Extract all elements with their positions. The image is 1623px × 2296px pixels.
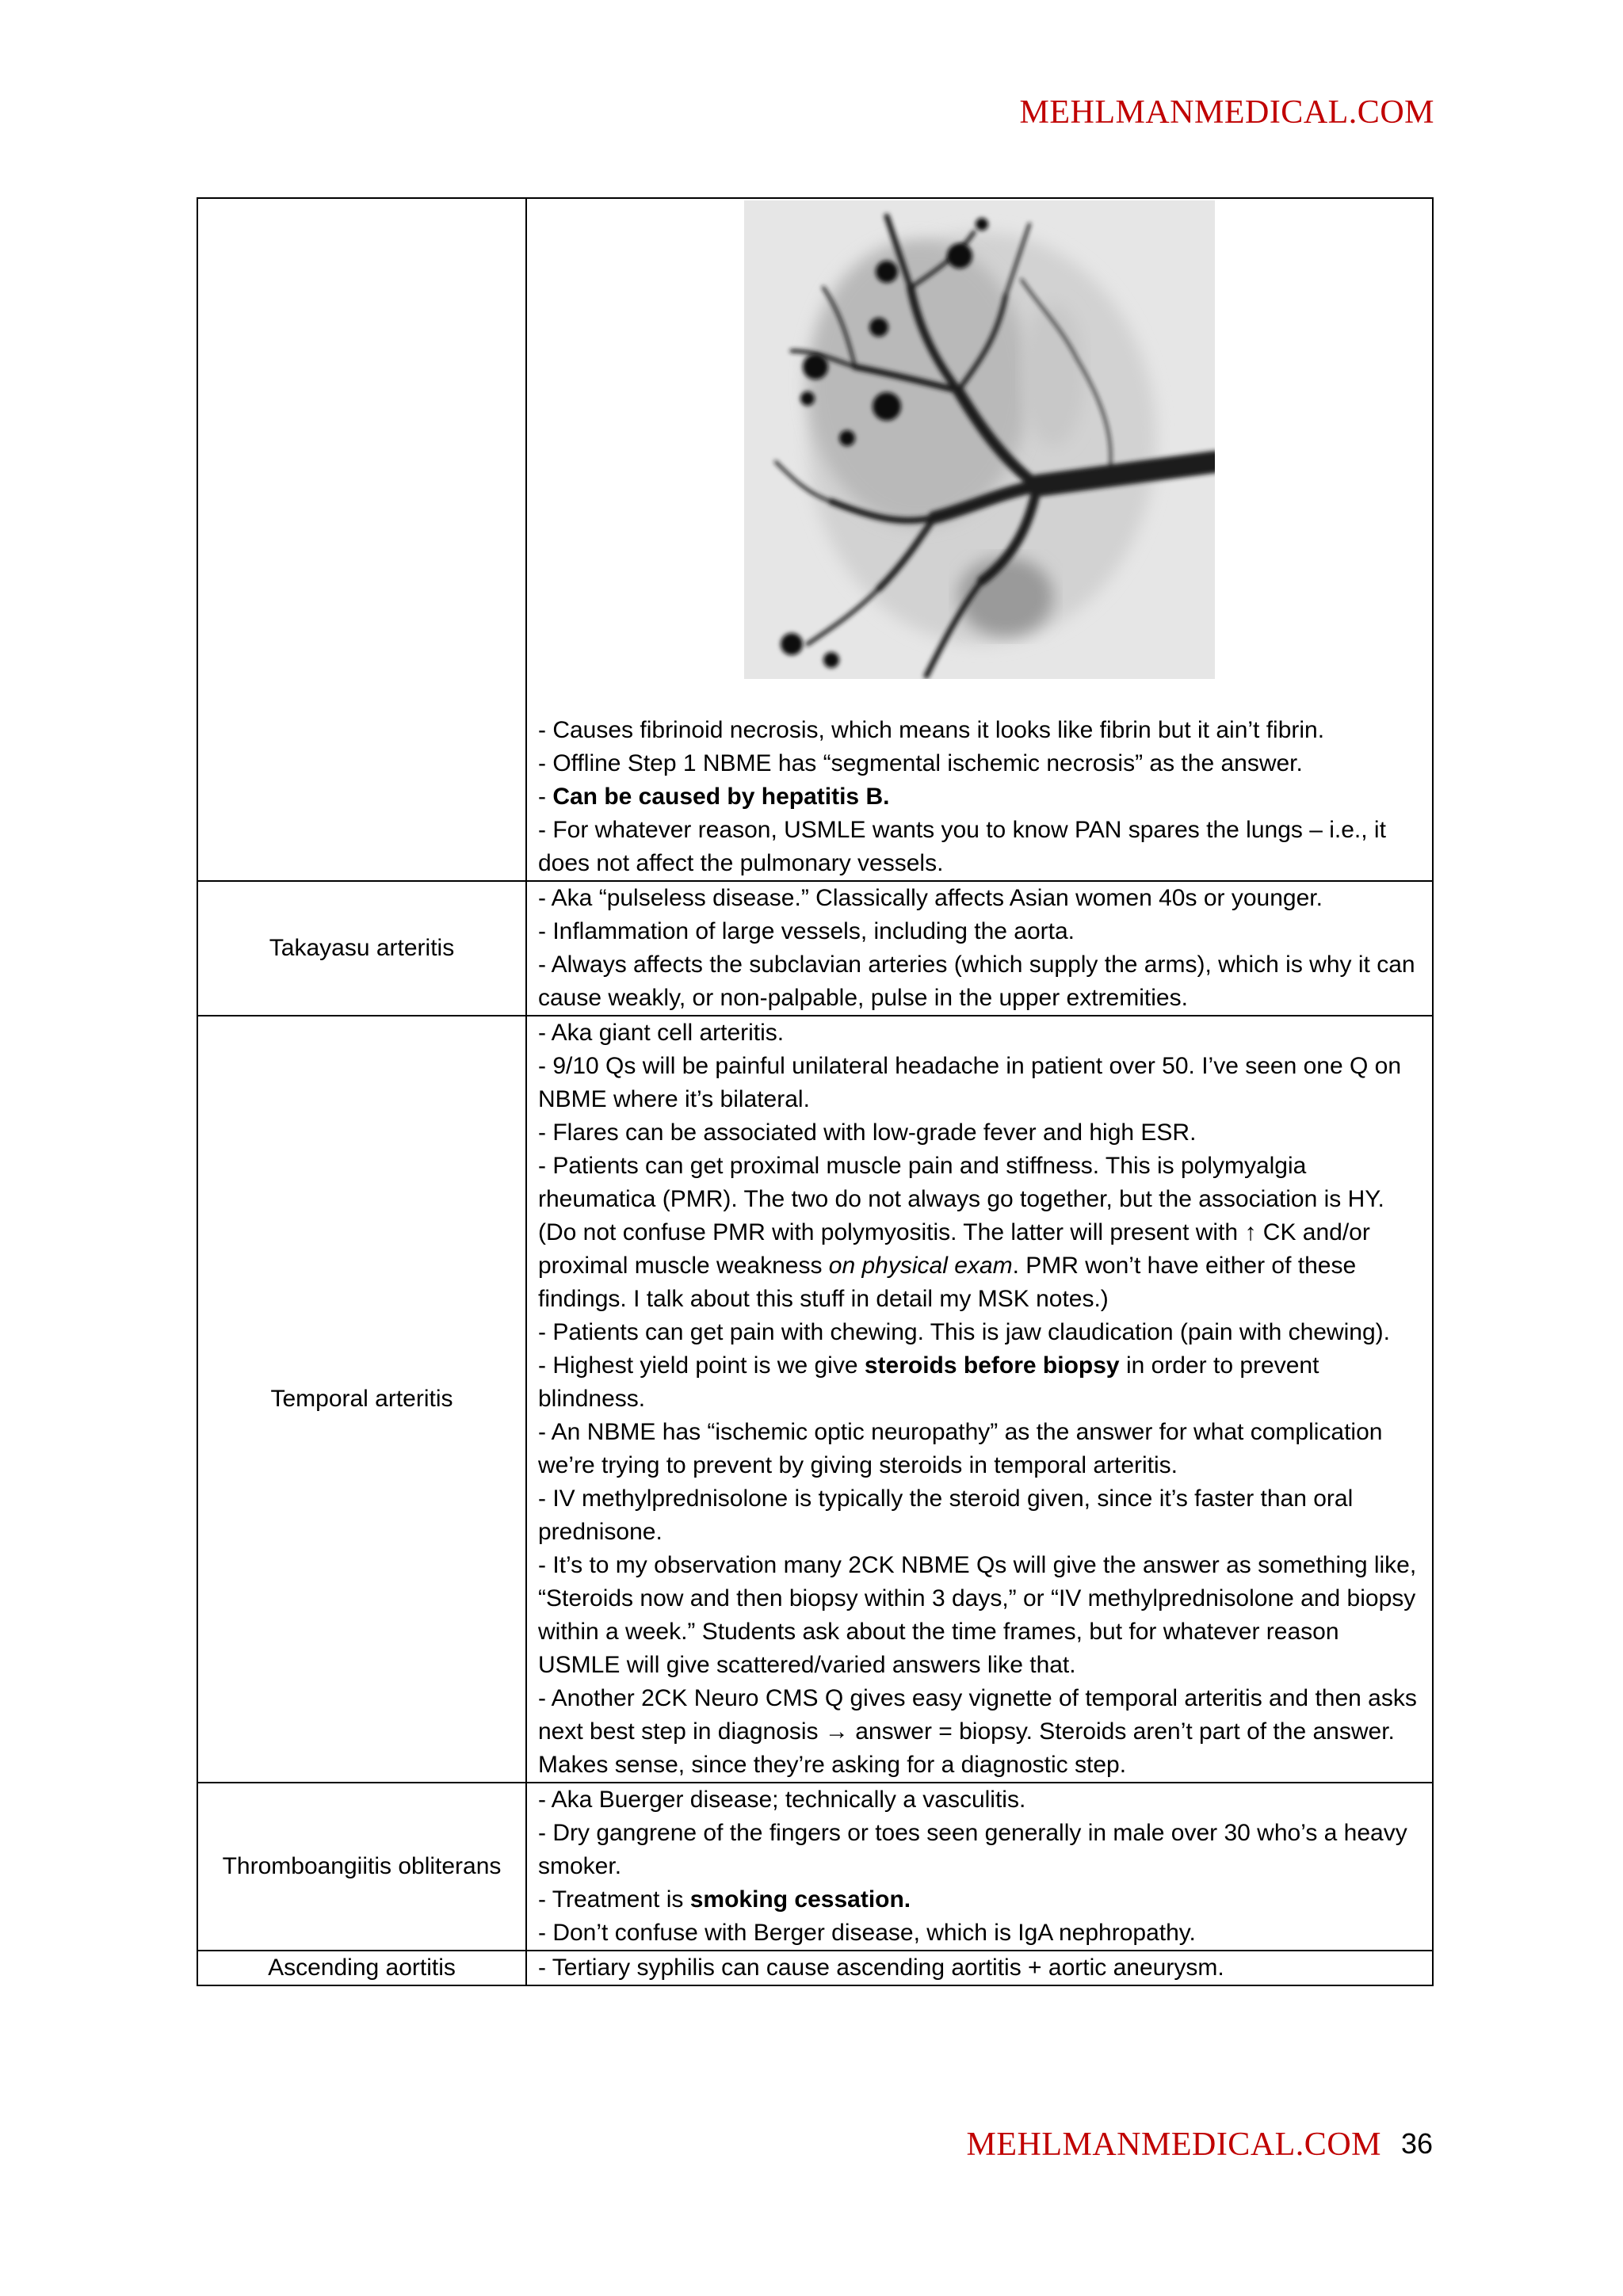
- note-line: - It’s to my observation many 2CK NBME Qs will give the answer as something like, “Steroids now and then biopsy within 3 days,” or “IV methylprednisolone and biopsy within a week.” Students ask about the time frames, but for whatever reason USMLE will give scattered/varied answers like that.: [538, 1552, 1417, 1678]
- note-text: - Treatment is: [538, 1886, 690, 1913]
- note-line: - Aka Buerger disease; technically a vasculitis.: [538, 1787, 1026, 1813]
- angiogram-image: [744, 200, 1215, 679]
- header-brand: MEHLMANMEDICAL.COM: [1019, 94, 1434, 131]
- note-bold: Can be caused by hepatitis B.: [552, 784, 890, 810]
- note-line: - Aka “pulseless disease.” Classically affects Asian women 40s or younger.: [538, 885, 1323, 911]
- note-italic: on physical exam: [828, 1253, 1013, 1279]
- content-cell-aortitis: [526, 1951, 1433, 1985]
- note-line: - An NBME has “ischemic optic neuropathy” as the answer for what complication we’re trying to prevent by giving steroids in temporal arteritis.: [538, 1419, 1383, 1478]
- topic-cell-temporal: Temporal arteritis: [197, 1016, 526, 1783]
- table-row-buerger: [197, 1783, 1433, 1951]
- pan-notes: [538, 684, 1421, 880]
- content-cell-pan: [526, 198, 1433, 881]
- note-bold: smoking cessation.: [689, 1886, 911, 1913]
- topic-cell-takayasu: Takayasu arteritis: [197, 881, 526, 1016]
- content-cell-temporal: [526, 1016, 1433, 1783]
- note-line: - Don’t confuse with Berger disease, which is IgA nephropathy.: [538, 1920, 1196, 1946]
- note-line: - Another 2CK Neuro CMS Q gives easy vignette of temporal arteritis and then asks next best step in diagnosis → answer = biopsy. Steroids aren’t part of the answer. Makes sense, since they’re asking for a diagnostic step.: [538, 1685, 1417, 1778]
- topic-cell-buerger: Thromboangiitis obliterans: [197, 1783, 526, 1951]
- note-line: - Always affects the subclavian arteries (which supply the arms), which is why it can cause weakly, or non-palpable, pulse in the upper extremities.: [538, 952, 1415, 1011]
- content-cell-buerger: [526, 1783, 1433, 1951]
- topic-cell-aortitis: Ascending aortitis: [197, 1951, 526, 1985]
- note-text: . PMR won’t have either of these findings. I talk about this stuff in detail my MSK notes.): [538, 1253, 1357, 1312]
- note-bold: steroids before biopsy: [864, 1352, 1120, 1379]
- note-text: in order to prevent blindness.: [538, 1352, 1319, 1412]
- content-cell-takayasu: [526, 881, 1433, 1016]
- note-prefix: -: [538, 784, 553, 810]
- note-text: - Patients can get proximal muscle pain and stiffness. This is polymyalgia rheumatica (PMR). The two do not always go together, but the association is HY. (Do not confuse PMR with polymyositis. The latter will present with ↑ CK and/or proximal muscle weakness: [538, 1153, 1384, 1279]
- table-row-takayasu: [197, 881, 1433, 1016]
- note-line: - Dry gangrene of the fingers or toes seen generally in male over 30 who’s a heavy smoker.: [538, 1820, 1407, 1879]
- note-line: - 9/10 Qs will be painful unilateral headache in patient over 50. I’ve seen one Q on NBME where it’s bilateral.: [538, 1053, 1402, 1112]
- footer-brand: MEHLMANMEDICAL.COM: [966, 2126, 1381, 2163]
- vasculitis-table: [197, 197, 1434, 1986]
- table-row-aortitis: [197, 1951, 1433, 1985]
- note-text: - Highest yield point is we give: [538, 1352, 865, 1379]
- note-line: - For whatever reason, USMLE wants you to know PAN spares the lungs – i.e., it does not affect the pulmonary vessels.: [538, 817, 1386, 876]
- note-line: - Offline Step 1 NBME has “segmental ischemic necrosis” as the answer.: [538, 750, 1303, 776]
- page-number: 36: [1401, 2127, 1434, 2160]
- note-line: - Flares can be associated with low-grade fever and high ESR.: [538, 1119, 1197, 1146]
- table-row-temporal: [197, 1016, 1433, 1783]
- angiogram-figure: [538, 199, 1421, 684]
- note-line: - IV methylprednisolone is typically the steroid given, since it’s faster than oral prednisone.: [538, 1486, 1354, 1545]
- topic-cell-pan: [197, 198, 526, 881]
- note-line: - Aka giant cell arteritis.: [538, 1020, 785, 1046]
- note-line: [538, 1349, 1421, 1416]
- note-line: [538, 1883, 1421, 1917]
- note-line: - Tertiary syphilis can cause ascending aortitis + aortic aneurysm.: [538, 1955, 1224, 1981]
- note-line: [538, 1150, 1421, 1316]
- note-line: - Inflammation of large vessels, including the aorta.: [538, 918, 1075, 944]
- note-line: [538, 780, 1421, 814]
- note-line: - Patients can get pain with chewing. This is jaw claudication (pain with chewing).: [538, 1319, 1390, 1345]
- note-line: - Causes fibrinoid necrosis, which means it looks like fibrin but it ain’t fibrin.: [538, 717, 1325, 743]
- table-row-pan: [197, 198, 1433, 881]
